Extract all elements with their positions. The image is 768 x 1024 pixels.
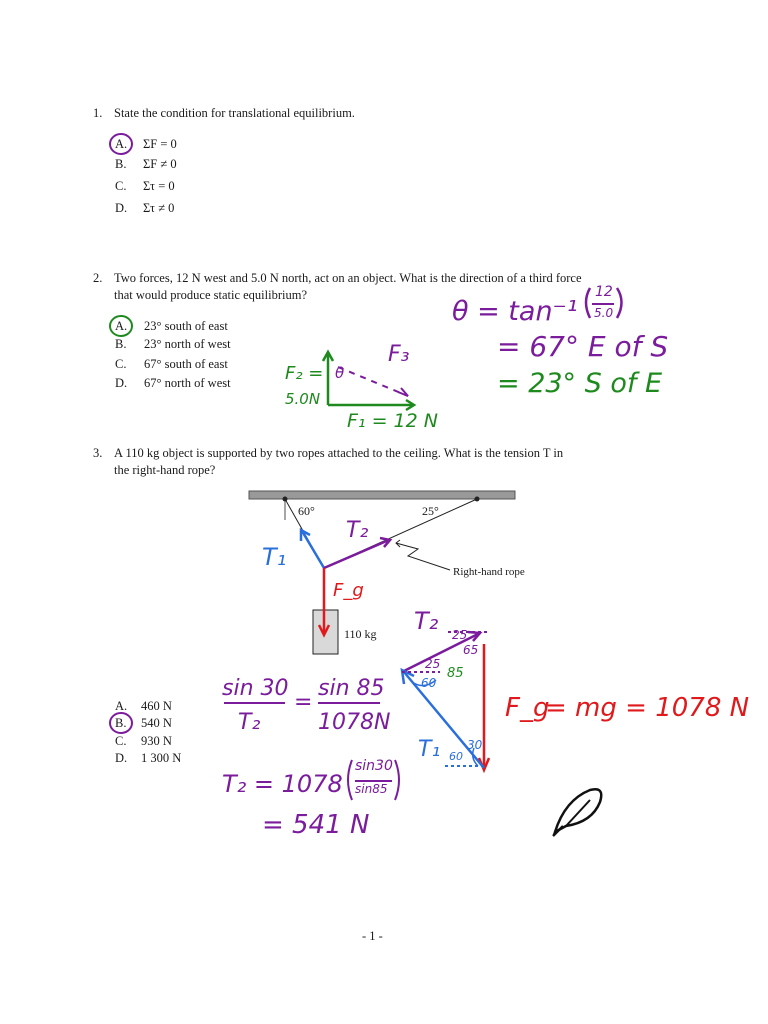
q3-hw-result-line2: = 541 N [262,810,370,840]
q2-hw-f3-label: F₃ [388,342,410,367]
q2-paren-right-icon [617,288,622,318]
q3-hw-tri-t2: T₂ [414,607,439,635]
q1-option-b-letter: B. [115,157,127,171]
q1-question: State the condition for translational equilibrium. [114,106,355,120]
q3-hw-t2: T₂ [346,518,369,543]
q3-option-b-text: 540 N [141,716,172,730]
q3-hw-tri-a65: 65 [463,643,479,657]
q2-f3-vector [338,367,408,396]
q3-hw-t1: T₁ [262,543,287,571]
q1-option-a-text: ΣF = 0 [143,137,177,151]
q2-option-b-letter: B. [115,337,127,351]
q3-option-c-letter: C. [115,734,127,748]
q3-question-line2: the right-hand rope? [114,463,216,477]
q2-option-b-text: 23° north of west [144,337,231,351]
q3-hw-tri-a25-top: 25 [452,628,468,642]
q1-number: 1. [93,106,103,120]
q2-hw-theta-equation: θ = tan⁻¹ [452,296,578,327]
q2-hw-frac-num: 12 [595,284,613,300]
q3-option-c-text: 930 N [141,734,172,748]
q3-option-d-text: 1 300 N [141,751,182,765]
q3-hw-eq-left-num: sin 30 [222,676,289,701]
q2-hw-f2-label: F₂ = [285,363,324,384]
q2-option-c-letter: C. [115,357,127,371]
q3-hw-fg: F_g [333,580,364,601]
q3-hw-eq-left-den: T₂ [238,710,261,735]
q3-hw-result-line1: T₂ = 1078 [222,770,343,798]
q3-hw-result-frac-den: sin85 [355,782,388,796]
q2-answer-circle [110,316,132,336]
q2-hw-f2-value: 5.0N [285,390,321,408]
q2-hw-f1-label: F₁ = 12 N [347,410,438,432]
q2-number: 2. [93,271,103,285]
q3-hw-eq-right-num: sin 85 [318,676,385,701]
q2-option-a-text: 23° south of east [144,319,228,333]
q2-option-d-text: 67° north of west [144,376,231,390]
q2-hw-frac-den: 5.0 [594,306,614,320]
q3-hw-fg-equation: = mg = 1078 N [545,693,750,723]
q3-hw-equals: = [294,690,313,715]
q3-hw-tri-a60: 60 [421,676,437,690]
q2-option-d-letter: D. [115,376,128,390]
q2-hw-theta-small: θ [335,364,345,382]
q3-question-line1: A 110 kg object is supported by two ropes attached to the ceiling. What is the tension T in [114,446,564,460]
q3-tri-t2-side [402,634,478,672]
q3-hw-tri-a60b: 60 [449,750,463,763]
q1-option-c-text: Στ = 0 [143,179,175,193]
q3-number: 3. [93,446,103,460]
q3-hw-eq-right-den: 1078N [318,710,391,735]
q3-leader-line [396,543,450,570]
q3-angle-right: 25° [422,504,439,518]
q3-t1-vector [302,531,324,568]
q3-hw-fg-equation-label: F_g [505,693,550,723]
q1-answer-circle [110,134,132,154]
q2-option-c-text: 67° south of east [144,357,228,371]
q2-paren-left-icon [586,288,590,318]
q3-option-a-letter: A. [115,699,128,713]
q2-option-a-letter: A. [115,319,128,333]
q3-rope-label: Right-hand rope [453,566,525,578]
q2-hw-line3: = 23° S of E [497,368,663,399]
q2-question-line1: Two forces, 12 N west and 5.0 N north, act on an object. What is the direction of a third force [114,271,582,285]
q3-hw-result-frac-num: sin30 [355,758,393,774]
q3-answer-circle [110,713,132,733]
q1-option-b-text: ΣF ≠ 0 [143,157,177,171]
q3-mass-label: 110 kg [344,627,377,641]
q3-hw-tri-a25: 25 [425,657,441,671]
q1-option-d-letter: D. [115,201,128,215]
q3-option-a-text: 460 N [141,699,172,713]
q3-option-d-letter: D. [115,751,128,765]
q2-question-line2: that would produce static equilibrium? [114,288,308,302]
q3-angle-left: 60° [298,504,315,518]
q3-option-b-letter: B. [115,716,127,730]
q1-option-a-letter: A. [115,137,128,151]
q3-t2-vector [324,540,389,568]
q1-option-c-letter: C. [115,179,127,193]
page-number: - 1 - [362,929,383,943]
q3-hw-tri-t1: T₁ [418,737,441,762]
q2-hw-line2: = 67° E of S [497,330,669,363]
q1-option-d-text: Στ ≠ 0 [143,201,175,215]
q3-hw-tri-a85: 85 [447,666,464,681]
q3-hw-tri-a30: 30 [467,738,483,752]
